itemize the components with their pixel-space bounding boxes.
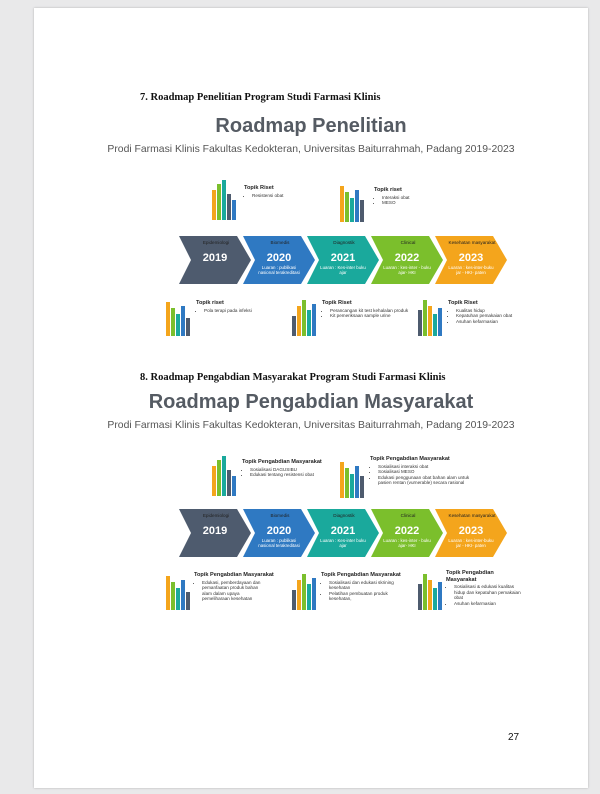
icon-bar [433,314,437,336]
timeline-phase-label: Clinical [400,240,416,245]
topic-item: • Kualitas hidup [456,308,528,314]
icon-bar [232,476,236,496]
icon-bar [360,200,364,222]
bar-chart-icon [212,180,236,220]
timeline-year: 2023 [458,525,484,537]
icon-bar [340,462,344,498]
timeline-year: 2021 [330,252,356,264]
topic-item: • Kit pemeriksaan sample urine [330,313,422,319]
icon-bar [428,306,432,336]
topic-item: • Pelatihan pembuatan produk kesehatan, [329,591,401,602]
icon-bar [307,310,311,336]
timeline-phase-label: Biomedis [270,513,290,518]
icon-bar [355,190,359,222]
timeline-step-2019 [179,236,251,284]
bar-chart-icon [166,570,190,610]
topic-item: • Edukasi, pemberdayaan dan pemanfaatan produk bahan alam dalam upaya pemeliharaan kesehatan [202,580,268,602]
icon-bar [350,198,354,222]
icon-bar [292,316,296,336]
icon-bar [166,302,170,336]
bar-chart-icon [418,570,442,610]
roadmap-graphic-research [34,178,588,368]
timeline-year: 2022 [394,525,420,537]
bar-chart-icon [340,182,364,222]
timeline-output: Luaran : kes-inter - buku ajar- HKI [383,538,431,548]
timeline-step-2020 [243,509,315,557]
timeline-output: Luaran : kes-inter - buku ajar- HKI [383,265,431,275]
topic-item: • Interaksi obat [382,195,474,201]
timeline-step-2023 [435,509,507,557]
timeline-step-2020 [243,236,315,284]
timeline-step-2022 [371,509,443,557]
icon-bar [186,318,190,336]
icon-bar [345,468,349,498]
timeline-step-2022 [371,236,443,284]
timeline-output: Luaran : kes-inter-buku jar - HKI- paten [448,265,494,275]
roadmap-subtitle-community-service: Prodi Farmasi Klinis Fakultas Kedokteran, Universitas Baiturrahmah, Padang 2019-2023 [107,420,515,431]
timeline-phase-label: Clinical [400,513,416,518]
icon-bar [217,184,221,220]
topic-list [194,580,268,602]
icon-bar [312,304,316,336]
timeline-output: Luaran : Kes-inter buku ajar [320,538,366,548]
topic-item: • Pola terapi pada infeksi [204,308,296,314]
icon-bar [302,574,306,610]
section-heading-community-service: 8. Roadmap Pengabdian Masyarakat Program Studi Farmasi Klinis [140,372,446,383]
icon-bar [181,306,185,336]
icon-bar [222,456,226,496]
bar-chart-icon [166,296,190,336]
section-heading-research: 7. Roadmap Penelitian Program Studi Farmasi Klinis [140,92,381,103]
topic-box: Topik riset • Pola terapi pada infeksi [196,300,296,313]
roadmap-title-community-service: Roadmap Pengabdian Masyarakat [148,391,474,413]
timeline-phase-label: Biomedis [270,240,290,245]
icon-bar [360,476,364,498]
topic-item: • Asuhan kefarmasian [456,319,528,325]
topic-list [242,467,322,478]
topic-item: • Kepatuhan pemakaian obat [456,313,528,319]
timeline-phase-label: Diagnostik [333,240,355,245]
timeline-year: 2022 [394,252,420,264]
icon-bar [186,592,190,610]
document-page [34,8,588,788]
topic-box: Topik Riset • Resistensi obat [244,185,334,198]
icon-bar [297,580,301,610]
icon-bar [227,470,231,496]
topic-item: • Sosialisasi MESO [378,469,470,475]
icon-bar [217,460,221,496]
timeline-year: 2020 [266,525,292,537]
bar-chart-icon [292,570,316,610]
topic-item: • Sosialisasi & edukasi kualitas hidup dan kepatuhan pemakaian obat [454,584,526,601]
icon-bar [350,474,354,498]
icon-bar [302,300,306,336]
topic-item: • Sosialisasi interaksi obat [378,464,470,470]
page-number: 27 [508,732,520,743]
topic-box: Topik Pengabdian Masyarakat • Edukasi, pemberdayaan dan pemanfaatan produk bahan alam dalam upaya pemeliharaan kesehatan [194,572,286,602]
topic-item: • MESO [382,200,474,206]
bar-chart-icon [340,458,364,498]
topic-item: • Resistensi obat [252,193,334,199]
topic-box: Topik Pengabdian Masyarakat • Sosialisasi & edukasi kualitas hidup dan kepatuhan pemakaian obat • Asuhan kefarmasian [446,570,526,607]
icon-bar [222,180,226,220]
timeline-chevrons [179,509,509,557]
roadmap-graphic-community-service [34,454,588,629]
icon-bar [438,582,442,610]
topic-item: • Asuhan kefarmasian [454,601,526,607]
icon-bar [423,300,427,336]
topic-box: Topik Pengabdian Masyarakat • Sosialisasi interaksi obat • Sosialisasi MESO • Edukasi penggunaan obat bahan alam untuk pasien rentan (vurnerable) secara rasional [370,456,470,486]
icon-bar [418,584,422,610]
timeline-year: 2019 [202,525,228,537]
icon-bar [292,590,296,610]
topic-list [322,308,422,319]
topic-list [196,308,296,314]
timeline-output: Luaran : kes-inter-buku jar - HKI- paten [448,538,494,548]
bar-chart-icon [212,456,236,496]
icon-bar [312,578,316,610]
timeline-step-2021 [307,509,379,557]
icon-bar [418,310,422,336]
topic-item: • Edukasi penggunaan obat bahan alam untuk pasien rentan (vurnerable) secara rasional [378,475,470,486]
icon-bar [176,314,180,336]
roadmap-subtitle-research: Prodi Farmasi Klinis Fakultas Kedokteran, Universitas Baiturrahmah, Padang 2019-2023 [107,144,515,155]
icon-bar [232,200,236,220]
timeline-phase-label: Epidemiologi [202,240,230,245]
timeline-chevrons [179,236,509,284]
timeline-output: Luaran : publikasi nasional terakreditasi [258,265,300,275]
icon-bar [307,584,311,610]
topic-item: • Sosialisasi dan edukasi skrining kesehatan [329,580,401,591]
icon-bar [176,588,180,610]
timeline-year: 2020 [266,252,292,264]
icon-bar [212,190,216,220]
timeline-year: 2021 [330,525,356,537]
topic-list [244,193,334,199]
icon-bar [355,466,359,498]
icon-bar [423,574,427,610]
topic-list [448,308,528,325]
icon-bar [433,588,437,610]
bar-chart-icon [292,296,316,336]
icon-bar [171,582,175,610]
icon-bar [181,580,185,610]
icon-bar [428,580,432,610]
icon-bar [166,576,170,610]
topic-list [374,195,474,206]
topic-box: Topik Pengabdian Masyarakat • Sosialisasi dan edukasi skrining kesehatan • Pelatihan pembuatan produk kesehatan, [321,572,417,602]
icon-bar [171,308,175,336]
icon-bar [297,306,301,336]
topic-list [446,584,526,606]
timeline-phase-label: Kesehatan masyarakat [448,513,496,518]
timeline-step-2019 [179,509,251,557]
topic-item: • Sosialisasi DAGUSIBU [250,467,322,473]
bar-chart-icon [418,296,442,336]
icon-bar [340,186,344,222]
topic-box: Topik Pengabdian Masyarakat • Sosialisasi DAGUSIBU • Edukasi tentang resistensi obat [242,459,322,478]
icon-bar [345,192,349,222]
topic-list [321,580,401,602]
timeline-phase-label: Kesehatan masyarakat [448,240,496,245]
timeline-output: Luaran : Kes-inter buku ajar [320,265,366,275]
topic-box: Topik Riset • Perancangan kit test kehalalan produk • Kit pemeriksaan sample urine [322,300,422,319]
topic-list [370,464,470,486]
topic-box: Topik riset • Interaksi obat • MESO [374,187,474,206]
timeline-step-2023 [435,236,507,284]
timeline-year: 2023 [458,252,484,264]
timeline-step-2021 [307,236,379,284]
icon-bar [438,308,442,336]
roadmap-title-research: Roadmap Penelitian [215,115,407,137]
topic-box: Topik Riset • Kualitas hidup • Kepatuhan pemakaian obat • Asuhan kefarmasian [448,300,528,324]
timeline-phase-label: Epidemiologi [202,513,230,518]
topic-item: • Perancangan kit test kehalalan produk [330,308,422,314]
timeline-output: Luaran : publikasi nasional terakreditasi [258,538,300,548]
timeline-phase-label: Diagnostik [333,513,355,518]
topic-item: • Edukasi tentang resistensi obat [250,472,322,478]
icon-bar [212,466,216,496]
timeline-year: 2019 [202,252,228,264]
icon-bar [227,194,231,220]
